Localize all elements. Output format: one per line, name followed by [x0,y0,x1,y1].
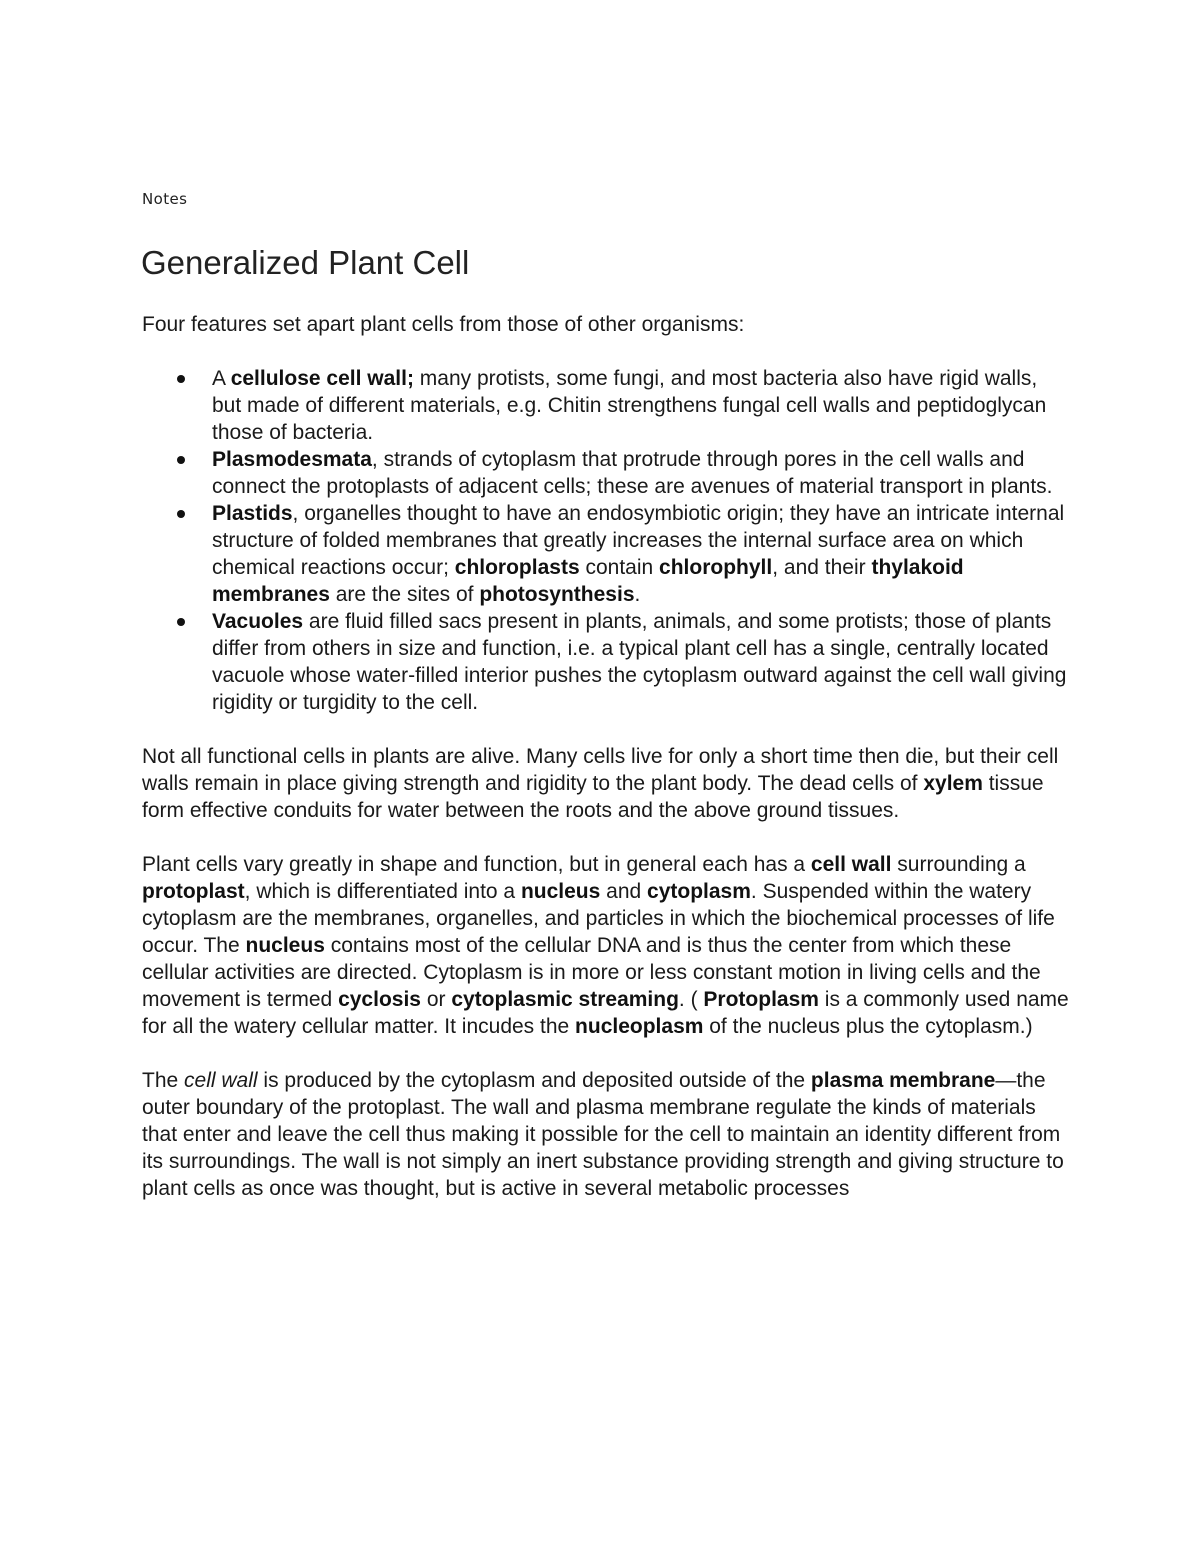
page-title: Generalized Plant Cell [141,244,470,281]
paragraph-protoplast: Plant cells vary greatly in shape and function, but in general each has a cell wall surrounding a protoplast, which is differentiated into a nucleus and cytoplasm. Suspended within the watery cytoplasm are the membranes, organelles, and particles in which the biochemical processes of life occur. The nucleus contains most of the cellular DNA and is thus the center from which these cellular activities are directed. Cytoplasm is in more or less constant motion in living cells and the movement is termed cyclosis or cytoplasmic streaming. ( Protoplasm is a commonly used name for all the watery cellular matter. It incudes the nucleoplasm of the nucleus plus the cytoplasm.) [142,853,1069,1038]
document-body [142,311,1072,1229]
intro-paragraph: Four features set apart plant cells from those of other organisms: [142,313,745,336]
feature-list [142,365,1072,716]
paragraph-cell-wall: The cell wall is produced by the cytoplasm and deposited outside of the plasma membrane—the outer boundary of the protoplast. The wall and plasma membrane regulate the kinds of materials that enter and leave the cell thus making it possible for the cell to maintain an identity different from its surroundings. The wall is not simply an inert substance providing strength and giving structure to plant cells as once was thought, but is active in several metabolic processes [142,1069,1064,1200]
list-item: Plastids, organelles thought to have an endosymbiotic origin; they have an intricate internal structure of folded membranes that greatly increases the internal surface area on which chemical reactions occur; chloroplasts contain chlorophyll, and their thylakoid membranes are the sites of photosynthesis. [212,500,1072,608]
list-item: A cellulose cell wall; many protists, some fungi, and most bacteria also have rigid walls, but made of different materials, e.g. Chitin strengthens fungal cell walls and peptidoglycan those of bacteria. [212,365,1072,446]
paragraph-xylem: Not all functional cells in plants are alive. Many cells live for only a short time then die, but their cell walls remain in place giving strength and rigidity to the plant body. The dead cells of xylem tissue form effective conduits for water between the roots and the above ground tissues. [142,745,1059,822]
list-item: Plasmodesmata, strands of cytoplasm that protrude through pores in the cell walls and connect the protoplasts of adjacent cells; these are avenues of material transport in plants. [212,446,1072,500]
list-item: Vacuoles are fluid filled sacs present in plants, animals, and some protists; those of plants differ from others in size and function, i.e. a typical plant cell has a single, centrally located vacuole whose water-filled interior pushes the cytoplasm outward against the cell wall giving rigidity or turgidity to the cell. [212,608,1072,716]
header-label: Notes [142,190,188,208]
